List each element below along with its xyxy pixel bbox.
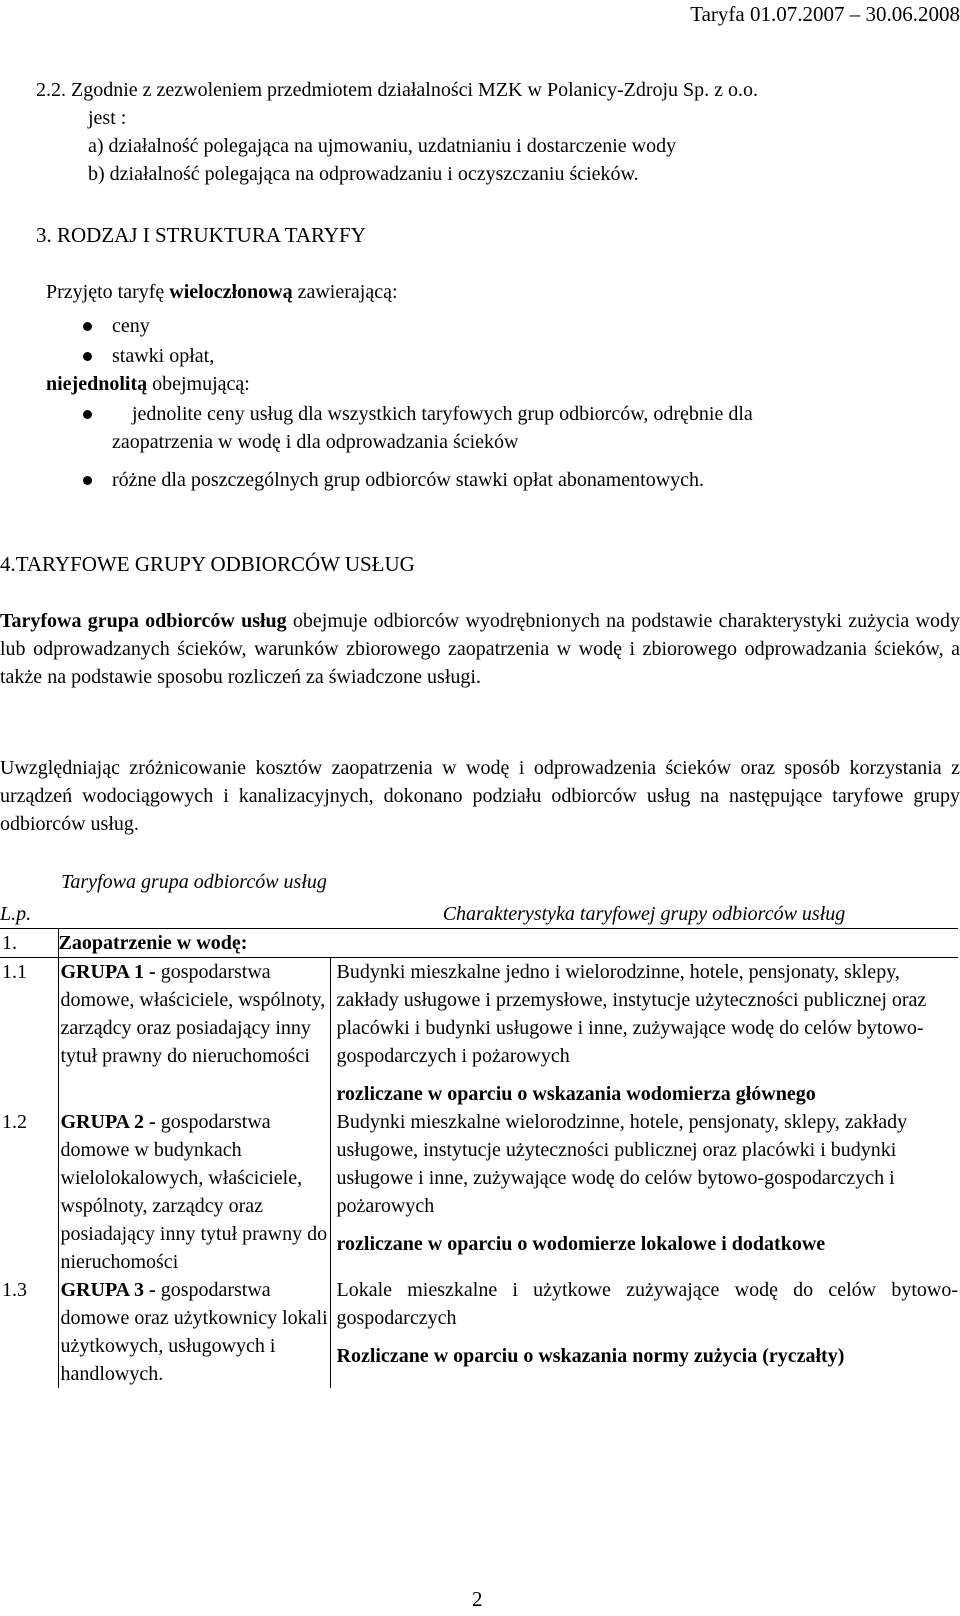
- row-characteristics: [330, 958, 958, 1109]
- billing-text: rozliczane w oparciu o wskazania wodomierza głównego: [336, 1083, 816, 1105]
- group-text: gospodarstwa domowe oraz użytkownicy lokali użytkowych, usługowych i handlowych.: [60, 1279, 328, 1385]
- section-2-2-line: 2.2. Zgodnie z zezwoleniem przedmiotem działalności MZK w Polanicy-Zdroju Sp. z o.o.: [36, 79, 759, 101]
- row-group: [58, 1108, 330, 1276]
- characteristics-text: Budynki mieszkalne jedno i wielorodzinne, hotele, pensjonaty, sklepy, zakłady usługowe i przemysłowe, instytucje użyteczności publicznej oraz placówki i budynki usługowe i inne, zużywające wodę do celów bytowo-gospodarczych i pożarowych: [336, 961, 927, 1067]
- section-4-heading: 4.TARYFOWE GRUPY ODBIORCÓW USŁUG: [0, 552, 415, 576]
- intro-bold: wieloczłonową: [169, 281, 293, 303]
- group-bold: GRUPA 3 -: [60, 1279, 156, 1301]
- row-group: [58, 958, 330, 1109]
- section-3-intro2: [46, 370, 250, 398]
- section-4-paragraph-1: [0, 607, 960, 691]
- column-header-lp: L.p.: [0, 868, 58, 929]
- page-header: Taryfa 01.07.2007 – 30.06.2008: [690, 2, 960, 26]
- row-lp: 1.1: [0, 958, 58, 1109]
- bullet-text: stawki opłat,: [112, 345, 215, 367]
- row-lp: 1.3: [0, 1276, 58, 1388]
- table-section-row: [0, 929, 958, 958]
- section-2-2-line: a) działalność polegająca na ujmowaniu, uzdatnianiu i dostarczenie wody: [88, 135, 677, 157]
- section-4-paragraph-2: Uwzględniając zróżnicowanie kosztów zaopatrzenia w wodę i odprowadzenia ścieków oraz sposób korzystania z urządzeń wodociągowych i kanalizacyjnych, dokonano podziału odbiorców usług na następujące taryfowe grupy odbiorców usług.: [0, 757, 960, 835]
- section-3-heading: 3. RODZAJ I STRUKTURA TARYFY: [36, 223, 366, 247]
- para-bold: Taryfowa grupa odbiorców usług: [0, 610, 287, 632]
- section-3-intro: [46, 278, 398, 306]
- row-lp: 1.2: [0, 1108, 58, 1276]
- section-2-2-line: b) działalność polegająca na odprowadzaniu i oczyszczaniu ścieków.: [88, 163, 639, 185]
- table-row: [0, 1108, 958, 1276]
- section-lp: 1.: [0, 929, 58, 958]
- section-2-2: [0, 76, 960, 188]
- billing-text: Rozliczane w oparciu o wskazania normy zużycia (ryczałty): [336, 1345, 845, 1367]
- characteristics-text: Budynki mieszkalne wielorodzinne, hotele, pensjonaty, sklepy, zakłady usługowe, instytucje użyteczności publicznej oraz placówki i budynki usługowe i inne, zużywające wodę do celów bytowo-gospodarczych i pożarowych: [336, 1111, 908, 1217]
- table-row: [0, 1276, 958, 1388]
- page-number: 2: [472, 1587, 483, 1611]
- tariff-groups-table: [0, 868, 958, 1388]
- table-header-row: [0, 868, 958, 929]
- section-label: [58, 929, 958, 958]
- section-2-2-line: jest :: [88, 107, 127, 129]
- para-text: obejmuje odbiorców wyodrębnionych na podstawie charakterystyki zużycia wody lub odprowadzanych ścieków, warunków zbiorowego zaopatrzenia w wodę i zbiorowego odprowadzania ścieków, a także na podstawie sposobu rozliczeń za świadczone usługi.: [0, 610, 960, 688]
- intro2-bold: niejednolitą: [46, 373, 148, 395]
- bullet-icon: [83, 476, 92, 485]
- row-group: [58, 1276, 330, 1388]
- row-characteristics: [330, 1276, 958, 1388]
- table-row: [0, 958, 958, 1109]
- characteristics-text: Lokale mieszkalne i użytkowe zużywające wodę do celów bytowo-gospodarczych: [336, 1279, 958, 1329]
- bullet-icon: [83, 322, 92, 331]
- intro-text: zawierającą:: [292, 281, 398, 303]
- intro2-text: obejmującą:: [147, 373, 250, 395]
- bullet-icon: [83, 352, 92, 361]
- column-header-characteristics: Charakterystyka taryfowej grupy odbiorców usług: [330, 868, 958, 929]
- section-label-text: Zaopatrzenie w wodę:: [58, 932, 248, 954]
- bullet-text: ceny: [112, 315, 150, 337]
- row-characteristics: [330, 1108, 958, 1276]
- bullet-text: różne dla poszczególnych grup odbiorców stawki opłat abonamentowych.: [112, 469, 705, 491]
- bullet-icon: [83, 410, 92, 419]
- bullet-text: jednolite ceny usług dla wszystkich taryfowych grup odbiorców, odrębnie dla: [132, 403, 753, 425]
- group-bold: GRUPA 2 -: [60, 1111, 156, 1133]
- group-text: gospodarstwa domowe, właściciele, wspólnoty, zarządcy oraz posiadający inny tytuł prawny do nieruchomości: [60, 961, 326, 1067]
- group-text: gospodarstwa domowe w budynkach wielolokalowych, właściciele, wspólnoty, zarządcy oraz posiadający inny tytuł prawny do nieruchomości: [60, 1111, 328, 1273]
- group-bold: GRUPA 1 -: [60, 961, 156, 983]
- intro-text: Przyjęto taryfę: [46, 281, 170, 303]
- bullet-text: zaopatrzenia w wodę i dla odprowadzania ścieków: [112, 431, 519, 453]
- billing-text: rozliczane w oparciu o wodomierze lokalowe i dodatkowe: [336, 1233, 826, 1255]
- column-header-group: Taryfowa grupa odbiorców usług: [58, 868, 330, 929]
